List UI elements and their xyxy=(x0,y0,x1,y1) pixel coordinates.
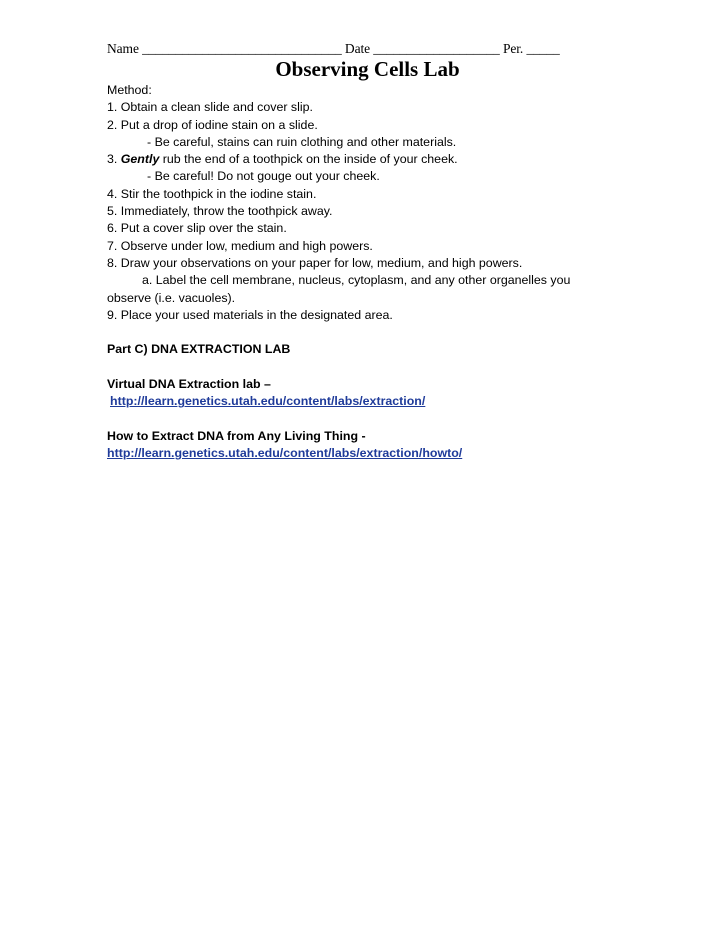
spacer xyxy=(107,359,622,376)
method-step-3 xyxy=(107,151,622,168)
method-step-2: 2. Put a drop of iodine stain on a slide. xyxy=(107,117,318,132)
page-title: Observing Cells Lab xyxy=(275,57,460,81)
method-step-8a-line-1: a. Label the cell membrane, nucleus, cytoplasm, and any other organelles you xyxy=(142,273,571,288)
name-label: Name xyxy=(107,41,139,56)
period-label: Per. xyxy=(502,41,524,56)
method-step-4: 4. Stir the toothpick in the iodine stain. xyxy=(107,186,317,201)
virtual-lab-link-row xyxy=(107,393,622,410)
spacer xyxy=(107,324,622,341)
method-step-6: 6. Put a cover slip over the stain. xyxy=(107,221,287,236)
method-step-8a-line-2: observe (i.e. vacuoles). xyxy=(107,290,236,305)
method-step-3-note: - Be careful! Do not gouge out your cheek. xyxy=(147,169,380,184)
spacer xyxy=(107,411,622,428)
method-step-3-prefix: 3. xyxy=(107,152,121,167)
date-label: Date xyxy=(344,41,371,56)
method-step-2-note: - Be careful, stains can ruin clothing and other materials. xyxy=(147,134,457,149)
name-blank: ______________________________ xyxy=(142,41,342,56)
virtual-lab-label: Virtual DNA Extraction lab – xyxy=(107,377,271,392)
method-step-7: 7. Observe under low, medium and high powers. xyxy=(107,238,373,253)
method-heading: Method: xyxy=(107,83,152,97)
howto-link[interactable]: http://learn.genetics.utah.edu/content/labs/extraction/howto/ xyxy=(107,446,463,461)
method-step-3-emphasis: Gently xyxy=(120,152,160,167)
date-blank: ___________________ xyxy=(373,41,500,56)
virtual-lab-link[interactable]: http://learn.genetics.utah.edu/content/labs/extraction/ xyxy=(110,394,426,409)
howto-label: How to Extract DNA from Any Living Thing - xyxy=(107,428,366,443)
method-step-1: 1. Obtain a clean slide and cover slip. xyxy=(107,100,313,115)
method-step-5: 5. Immediately, throw the toothpick away. xyxy=(107,204,333,219)
method-step-8: 8. Draw your observations on your paper for low, medium, and high powers. xyxy=(107,255,523,270)
worksheet-page xyxy=(107,40,622,463)
period-blank: _____ xyxy=(526,41,560,56)
part-c-heading: Part C) DNA EXTRACTION LAB xyxy=(107,342,291,357)
method-section xyxy=(107,82,622,463)
method-step-3-text: rub the end of a toothpick on the inside of your cheek. xyxy=(159,152,458,167)
student-info-header xyxy=(107,40,622,57)
method-step-9: 9. Place your used materials in the designated area. xyxy=(107,307,393,322)
howto-link-row xyxy=(107,445,622,462)
